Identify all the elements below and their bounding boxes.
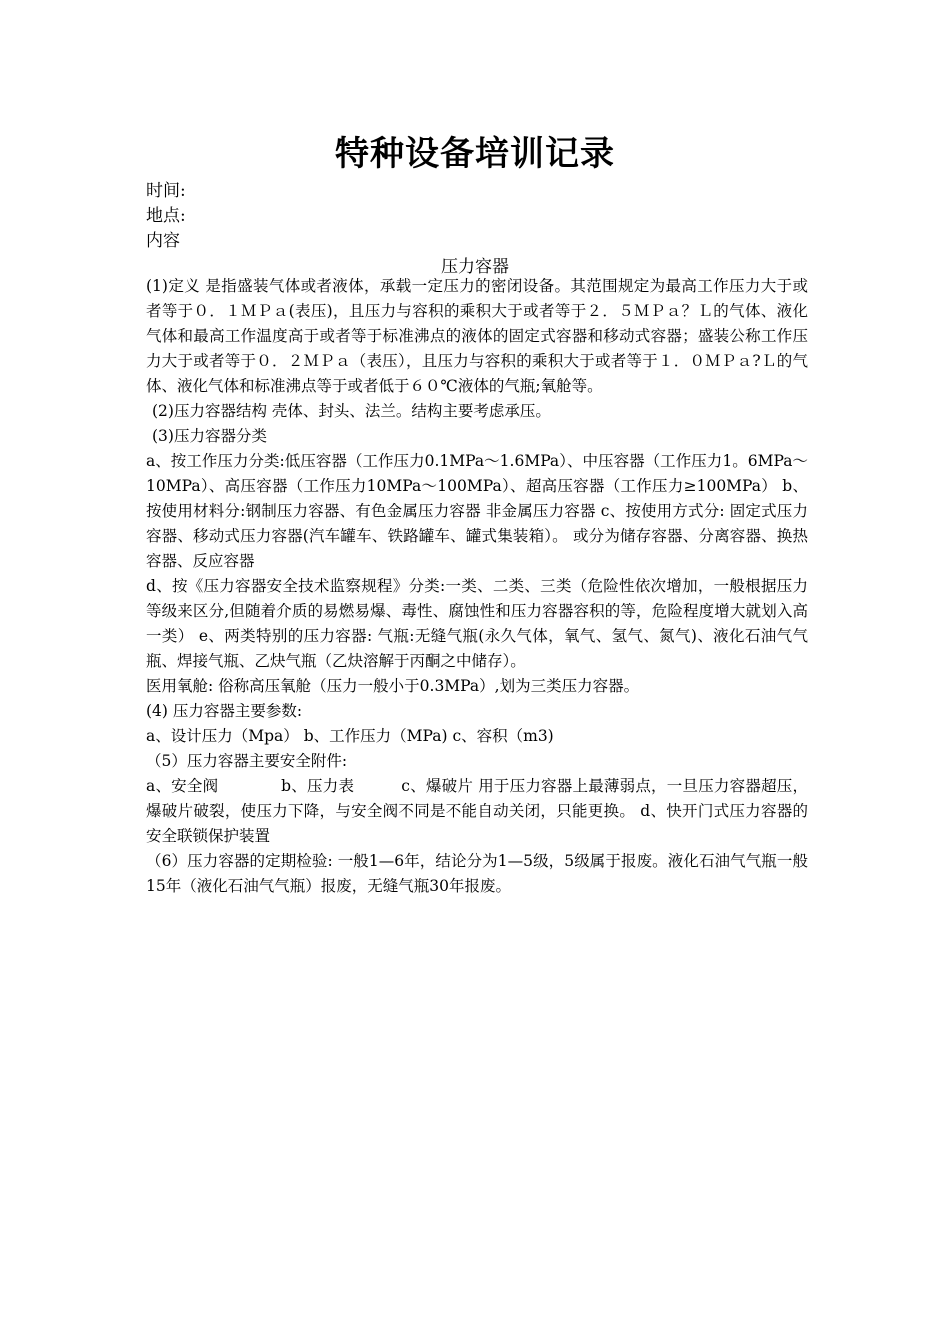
- paragraph-classification-abc: a、按工作压力分类:低压容器（工作压力0.1MPa～1.6MPa）、中压容器（工作压力1。6MPa～10MPa）、高压容器（工作压力10MPa～100MPa）、超高压容器（工作压力≥100MPa） b、按使用材料分:钢制压力容器、有色金属压力容器 非金属压力容器 c、按使用方式分: 固定式压力容器、移动式压力容器(汽车罐车、铁路罐车、罐式集装箱）。 或分为储存容器、分离容器、换热容器、反应容器: [146, 452, 808, 570]
- time-label: 时间:: [146, 181, 186, 201]
- paragraph-structure: (2)压力容器结构 壳体、封头、法兰。结构主要考虑承压。: [152, 402, 551, 420]
- document-title: 特种设备培训记录: [335, 134, 615, 174]
- paragraph-classification-de: d、按《压力容器安全技术监察规程》分类:一类、二类、三类（危险性依次增加，一般根据压力等级来区分,但随着介质的易燃易爆、毒性、腐蚀性和压力容器容积的等，危险程度增大就划入高一类） e、两类特别的压力容器: 气瓶:无缝气瓶(永久气体，氧气、氢气、氮气)、液化石油气气瓶、焊接气瓶、乙炔气瓶（乙炔溶解于丙酮之中储存）。: [146, 577, 808, 670]
- place-label: 地点:: [146, 206, 186, 226]
- paragraph-inspection: （6）压力容器的定期检验: 一般1—6年，结论分为1—5级，5级属于报废。液化石油气气瓶一般15年（液化石油气气瓶）报废，无缝气瓶30年报废。: [146, 852, 808, 895]
- section-title: 压力容器: [441, 257, 509, 277]
- paragraph-definition: (1)定义 是指盛装气体或者液体，承载一定压力的密闭设备。其范围规定为最高工作压力大于或者等于０．１ＭＰａ(表压)，且压力与容积的乘积大于或者等于２．５ＭＰａ？Ｌ的气体、液化气体和最高工作温度高于或者等于标准沸点的液体的固定式容器和移动式容器；盛装公称工作压力大于或者等于０．２ＭＰａ（表压），且压力与容积的乘积大于或者等于１．０ＭＰａ?Ｌ的气体、液化气体和标准沸点等于或者低于６０℃液体的气瓶;氧舱等。: [146, 277, 808, 395]
- paragraph-safety: a、安全阀 b、压力表 c、爆破片 用于压力容器上最薄弱点，一旦压力容器超压，爆破片破裂，使压力下降，与安全阀不同是不能自动关闭，只能更换。 d、快开门式压力容器的安全联锁保护装置: [146, 777, 808, 845]
- paragraph-parameters-heading: (4) 压力容器主要参数:: [146, 702, 303, 720]
- paragraph-safety-heading: （5）压力容器主要安全附件:: [146, 752, 348, 770]
- content-label: 内容: [146, 231, 180, 251]
- paragraph-classification-heading: (3)压力容器分类: [152, 427, 267, 445]
- paragraph-parameters: a、设计压力（Mpa） b、工作压力（MPa) c、容积（m3): [146, 727, 554, 745]
- paragraph-oxygen-chamber: 医用氧舱: 俗称高压氧舱（压力一般小于0.3MPa）,划为三类压力容器。: [146, 677, 640, 695]
- document-body: [146, 274, 808, 899]
